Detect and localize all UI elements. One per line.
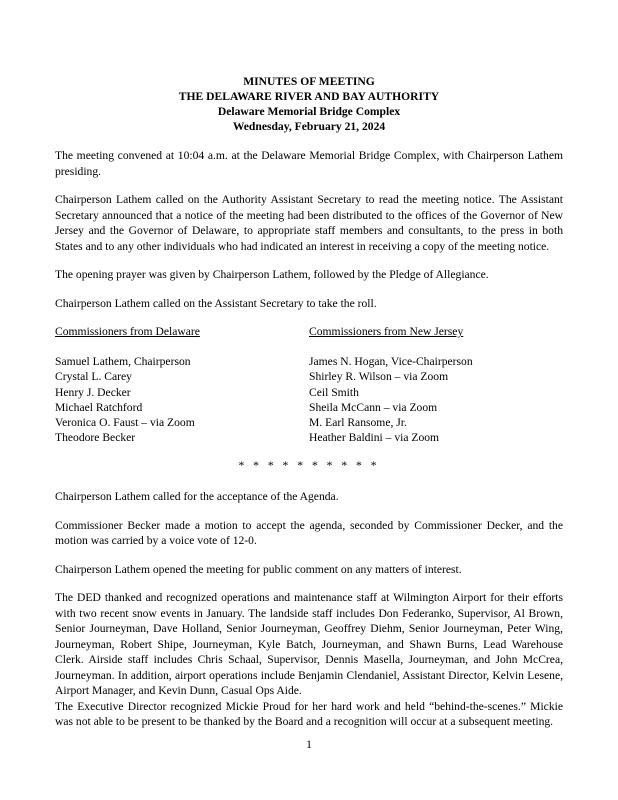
new-jersey-commissioner: Shirley R. Wilson – via Zoom <box>309 370 449 384</box>
new-jersey-commissioner: James N. Hogan, Vice-Chairperson <box>309 355 473 369</box>
commissioner-roster <box>55 324 563 445</box>
paragraph-meeting-convened: The meeting convened at 10:04 a.m. at the Delaware Memorial Bridge Complex, with Chairperson Lathem presiding. <box>55 149 563 178</box>
new-jersey-heading: Commissioners from New Jersey <box>309 325 464 338</box>
new-jersey-commissioners <box>309 324 563 445</box>
header-title: MINUTES OF MEETING <box>243 75 375 88</box>
section-separator: * * * * * * * * * * <box>238 459 380 473</box>
delaware-commissioner: Samuel Lathem, Chairperson <box>55 355 191 369</box>
header-organization: THE DELAWARE RIVER AND BAY AUTHORITY <box>178 90 440 103</box>
delaware-commissioner: Michael Ratchford <box>55 400 143 414</box>
new-jersey-commissioner: Heather Baldini – via Zoom <box>309 431 440 445</box>
paragraph-staff-recognition: The DED thanked and recognized operations and maintenance staff at Wilmington Airport for their efforts with two recent snow events in January. The landside staff includes Don Federanko, Supervisor, Al Brown, Senior Journeyman, Dave Holland, Senior Journeyman, Geoffrey Diehm, Senior Journeyman, Peter Wing, Journeyman, Robert Shipe, Journeyman, Kyle Batch, Journeyman, and Shawn Burns, Lead Warehouse Clerk. Airside staff includes Chris Schaal, Supervisor, Dennis Masella, Journeyman, and John McCrea, Journeyman. In addition, airport operations include Benjamin Clendaniel, Assistant Director, Kelvin Lesene, Airport Manager, and Kevin Dunn, Casual Ops Aide. <box>55 591 563 698</box>
page-number: 1 <box>306 738 312 751</box>
paragraph-opening-prayer: The opening prayer was given by Chairperson Lathem, followed by the Pledge of Allegiance. <box>55 268 489 281</box>
delaware-heading: Commissioners from Delaware <box>55 325 200 338</box>
new-jersey-commissioner: Sheila McCann – via Zoom <box>309 400 438 414</box>
paragraph-executive-director-recognition: The Executive Director recognized Mickie Proud for her hard work and held “behind-the-scenes.” Mickie was not able to be present to be thanked by the Board and a recognition will occur at a subsequent meeting. <box>55 699 563 729</box>
paragraph-public-comment: Chairperson Lathem opened the meeting for public comment on any matters of interest. <box>55 562 462 576</box>
header-location: Delaware Memorial Bridge Complex <box>217 105 401 118</box>
delaware-commissioner: Veronica O. Faust – via Zoom <box>55 416 195 430</box>
delaware-commissioners <box>55 324 309 445</box>
delaware-commissioner: Henry J. Decker <box>55 385 131 399</box>
minutes-header <box>55 74 563 134</box>
new-jersey-commissioner: M. Earl Ransome, Jr. <box>309 416 407 430</box>
paragraph-roll-call: Chairperson Lathem called on the Assistant Secretary to take the roll. <box>55 296 377 310</box>
new-jersey-commissioner: Ceil Smith <box>309 385 359 399</box>
paragraph-meeting-notice: Chairperson Lathem called on the Authority Assistant Secretary to read the meeting notice. The Assistant Secretary announced that a notice of the meeting had been distributed to the offices of the Governor of New Jersey and the Governor of Delaware, to appropriate staff members and consultants, to the press in both States and to any other individuals who had indicated an interest in receiving a copy of the meeting notice. <box>55 193 563 253</box>
delaware-commissioner: Theodore Becker <box>55 431 136 445</box>
paragraph-agenda-call: Chairperson Lathem called for the acceptance of the Agenda. <box>55 490 339 504</box>
paragraph-agenda-motion: Commissioner Becker made a motion to accept the agenda, seconded by Commissioner Decker, and the motion was carried by a voice vote of 12-0. <box>55 518 563 548</box>
header-date: Wednesday, February 21, 2024 <box>232 120 386 133</box>
delaware-commissioner: Crystal L. Carey <box>55 370 132 384</box>
